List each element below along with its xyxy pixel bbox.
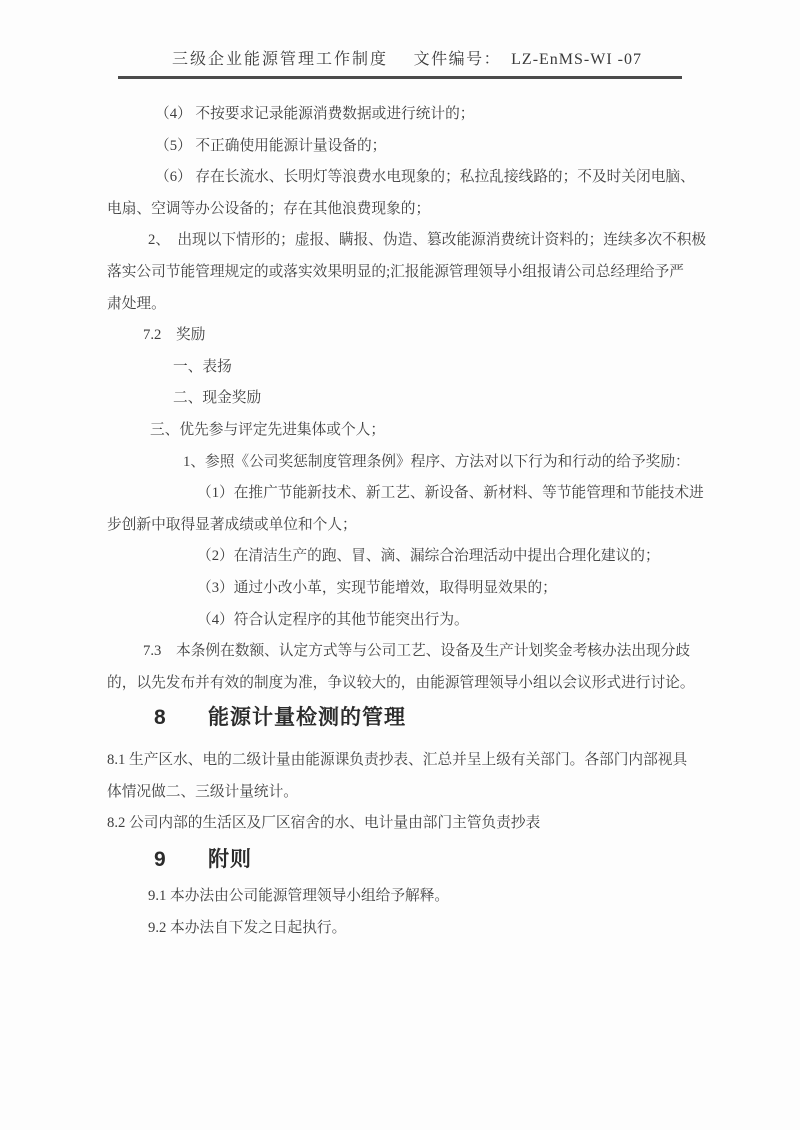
- text-line: （4）符合认定程序的其他节能突出行为。: [197, 611, 469, 628]
- section-heading: [154, 701, 707, 735]
- text-line: 电扇、空调等办公设备的；存在其他浪费现象的；: [107, 200, 431, 217]
- text-line: （6） 存在长流水、长明灯等浪费水电现象的；私拉乱接线路的；不及时关闭电脑、: [155, 169, 695, 186]
- text-line: 9.1 本办法由公司能源管理领导小组给予解释。: [148, 888, 450, 905]
- section-heading: [154, 843, 707, 877]
- document-body: [107, 99, 707, 944]
- text-line: 二、现金奖励: [173, 390, 262, 407]
- section-number: 9: [154, 848, 166, 872]
- text-line: 步创新中取得显著成绩或单位和个人；: [107, 516, 357, 533]
- text-line: 1、参照《公司奖惩制度管理条例》程序、方法对以下行为和行动的给予奖励：: [183, 453, 690, 470]
- text-line: 8.2 公司内部的生活区及厂区宿舍的水、电计量由部门主管负责抄表: [107, 815, 541, 832]
- text-line: （4） 不按要求记录能源消费数据或进行统计的；: [155, 106, 475, 122]
- text-line: （3）通过小改小革，实现节能增效，取得明显效果的；: [197, 579, 557, 596]
- doc-title: 三级企业能源管理工作制度: [172, 51, 389, 68]
- text-line: 三、优先参与评定先进集体或个人；: [150, 421, 386, 438]
- doc-number-label: 文件编号：: [413, 51, 502, 68]
- text-line: 9.2 本办法自下发之日起执行。: [148, 919, 347, 936]
- text-line: 7.2 奖励: [143, 327, 206, 344]
- text-line: （2）在清洁生产的跑、冒、滴、漏综合治理活动中提出合理化建议的；: [197, 548, 660, 565]
- doc-number-group: [414, 50, 682, 70]
- text-line: 7.3 本条例在数额、认定方式等与公司工艺、设备及生产计划奖金考核办法出现分歧: [143, 643, 691, 660]
- text-line: （5） 不正确使用能源计量设备的；: [155, 137, 387, 154]
- section-title: 附则: [208, 848, 252, 872]
- text-line: 体情况做二、三级计量统计。: [107, 783, 298, 800]
- text-line: 2、 出现以下情形的；虚报、瞒报、伪造、篡改能源消费统计资料的；连续多次不积极: [148, 232, 707, 249]
- page-header: [118, 50, 682, 79]
- section-number: 8: [154, 706, 166, 730]
- section-title: 能源计量检测的管理: [208, 706, 406, 730]
- text-line: 8.1 生产区水、电的二级计量由能源课负责抄表、汇总并呈上级有关部门。各部门内部视具: [107, 752, 688, 769]
- text-line: 一、表扬: [173, 358, 232, 375]
- text-line: 肃处理。: [107, 295, 166, 312]
- text-line: 的，以先发布并有效的制度为准，争议较大的，由能源管理领导小组以会议形式进行讨论。: [107, 674, 695, 691]
- doc-number: LZ-EnMS-WI -07: [511, 51, 642, 68]
- text-line: 落实公司节能管理规定的或落实效果明显的;汇报能源管理领导小组报请公司总经理给予严: [107, 263, 684, 280]
- text-line: （1）在推广节能新技术、新工艺、新设备、新材料、等节能管理和节能技术进: [197, 485, 704, 502]
